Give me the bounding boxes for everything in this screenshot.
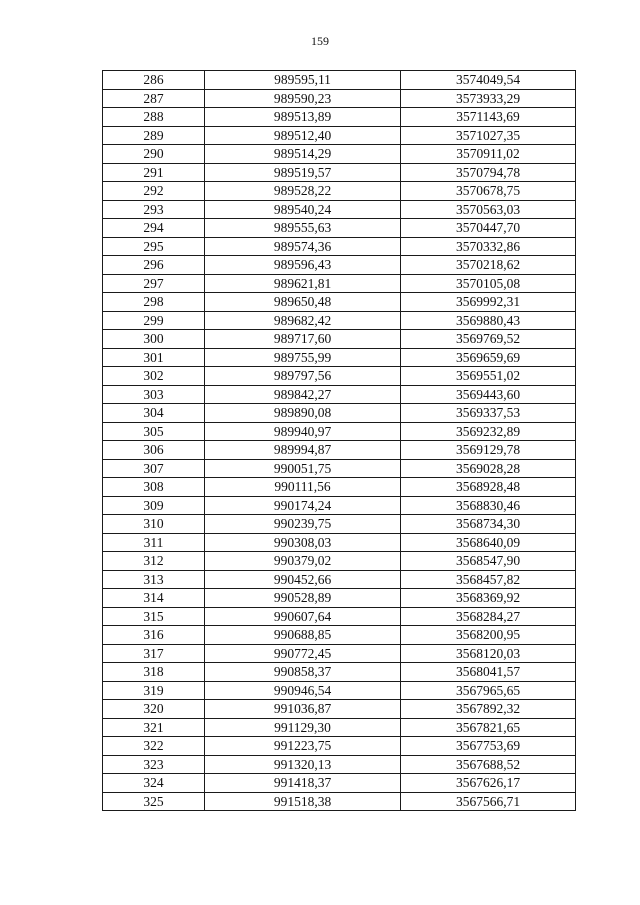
x-coordinate-cell: 991129,30 [205,718,401,737]
x-coordinate-cell: 989596,43 [205,256,401,275]
table-row [103,663,576,682]
x-coordinate-cell: 990858,37 [205,663,401,682]
x-coordinate-cell: 991320,13 [205,755,401,774]
point-number-cell: 306 [103,441,205,460]
x-coordinate-cell: 989514,29 [205,145,401,164]
point-number-cell: 305 [103,422,205,441]
x-coordinate-cell: 989842,27 [205,385,401,404]
table-row [103,496,576,515]
table-row [103,792,576,811]
y-coordinate-cell: 3574049,54 [401,71,576,90]
table-row [103,126,576,145]
x-coordinate-cell: 990051,75 [205,459,401,478]
x-coordinate-cell: 991518,38 [205,792,401,811]
y-coordinate-cell: 3571143,69 [401,108,576,127]
y-coordinate-cell: 3570218,62 [401,256,576,275]
point-number-cell: 286 [103,71,205,90]
x-coordinate-cell: 989512,40 [205,126,401,145]
x-coordinate-cell: 989519,57 [205,163,401,182]
point-number-cell: 318 [103,663,205,682]
table-row [103,589,576,608]
table-row [103,515,576,534]
point-number-cell: 298 [103,293,205,312]
table-row [103,256,576,275]
point-number-cell: 310 [103,515,205,534]
y-coordinate-cell: 3569028,28 [401,459,576,478]
table-row [103,71,576,90]
y-coordinate-cell: 3569992,31 [401,293,576,312]
point-number-cell: 288 [103,108,205,127]
point-number-cell: 314 [103,589,205,608]
x-coordinate-cell: 989717,60 [205,330,401,349]
y-coordinate-cell: 3568120,03 [401,644,576,663]
x-coordinate-cell: 989755,99 [205,348,401,367]
point-number-cell: 319 [103,681,205,700]
point-number-cell: 316 [103,626,205,645]
x-coordinate-cell: 989513,89 [205,108,401,127]
y-coordinate-cell: 3570105,08 [401,274,576,293]
x-coordinate-cell: 989595,11 [205,71,401,90]
y-coordinate-cell: 3569551,02 [401,367,576,386]
x-coordinate-cell: 990946,54 [205,681,401,700]
x-coordinate-cell: 990239,75 [205,515,401,534]
x-coordinate-cell: 990379,02 [205,552,401,571]
point-number-cell: 299 [103,311,205,330]
x-coordinate-cell: 989621,81 [205,274,401,293]
y-coordinate-cell: 3570911,02 [401,145,576,164]
y-coordinate-cell: 3569232,89 [401,422,576,441]
y-coordinate-cell: 3570794,78 [401,163,576,182]
y-coordinate-cell: 3568041,57 [401,663,576,682]
x-coordinate-cell: 990528,89 [205,589,401,608]
table-row [103,182,576,201]
page-number: 159 [311,34,329,48]
table-row [103,459,576,478]
x-coordinate-cell: 989890,08 [205,404,401,423]
point-number-cell: 323 [103,755,205,774]
table-row [103,737,576,756]
table-row [103,385,576,404]
y-coordinate-cell: 3568369,92 [401,589,576,608]
table-row [103,108,576,127]
point-number-cell: 317 [103,644,205,663]
point-number-cell: 300 [103,330,205,349]
table-row [103,626,576,645]
table-row [103,552,576,571]
point-number-cell: 312 [103,552,205,571]
y-coordinate-cell: 3570563,03 [401,200,576,219]
point-number-cell: 311 [103,533,205,552]
table-row [103,533,576,552]
table-row [103,237,576,256]
point-number-cell: 313 [103,570,205,589]
x-coordinate-cell: 990772,45 [205,644,401,663]
x-coordinate-cell: 989994,87 [205,441,401,460]
y-coordinate-cell: 3568457,82 [401,570,576,589]
table-row [103,441,576,460]
y-coordinate-cell: 3568547,90 [401,552,576,571]
x-coordinate-cell: 990607,64 [205,607,401,626]
y-coordinate-cell: 3567688,52 [401,755,576,774]
table-row [103,478,576,497]
y-coordinate-cell: 3571027,35 [401,126,576,145]
x-coordinate-cell: 989555,63 [205,219,401,238]
point-number-cell: 309 [103,496,205,515]
y-coordinate-cell: 3573933,29 [401,89,576,108]
point-number-cell: 290 [103,145,205,164]
y-coordinate-cell: 3570447,70 [401,219,576,238]
point-number-cell: 294 [103,219,205,238]
coordinates-table [102,70,576,811]
table-row [103,755,576,774]
x-coordinate-cell: 990688,85 [205,626,401,645]
point-number-cell: 287 [103,89,205,108]
table-row [103,219,576,238]
point-number-cell: 302 [103,367,205,386]
table-row [103,700,576,719]
x-coordinate-cell: 989590,23 [205,89,401,108]
table-row [103,404,576,423]
y-coordinate-cell: 3568830,46 [401,496,576,515]
table-row [103,681,576,700]
table-row [103,311,576,330]
table-row [103,570,576,589]
point-number-cell: 320 [103,700,205,719]
table-row [103,774,576,793]
y-coordinate-cell: 3567753,69 [401,737,576,756]
point-number-cell: 292 [103,182,205,201]
point-number-cell: 304 [103,404,205,423]
x-coordinate-cell: 989650,48 [205,293,401,312]
point-number-cell: 321 [103,718,205,737]
x-coordinate-cell: 989940,97 [205,422,401,441]
y-coordinate-cell: 3567566,71 [401,792,576,811]
table-row [103,200,576,219]
x-coordinate-cell: 991418,37 [205,774,401,793]
y-coordinate-cell: 3568284,27 [401,607,576,626]
y-coordinate-cell: 3570332,86 [401,237,576,256]
x-coordinate-cell: 990308,03 [205,533,401,552]
point-number-cell: 289 [103,126,205,145]
point-number-cell: 307 [103,459,205,478]
y-coordinate-cell: 3568734,30 [401,515,576,534]
point-number-cell: 315 [103,607,205,626]
table-row [103,89,576,108]
table-row [103,644,576,663]
table-row [103,163,576,182]
x-coordinate-cell: 989682,42 [205,311,401,330]
point-number-cell: 325 [103,792,205,811]
x-coordinate-cell: 990174,24 [205,496,401,515]
y-coordinate-cell: 3569880,43 [401,311,576,330]
table-row [103,367,576,386]
x-coordinate-cell: 990111,56 [205,478,401,497]
x-coordinate-cell: 991036,87 [205,700,401,719]
y-coordinate-cell: 3567965,65 [401,681,576,700]
x-coordinate-cell: 989528,22 [205,182,401,201]
point-number-cell: 296 [103,256,205,275]
point-number-cell: 322 [103,737,205,756]
point-number-cell: 297 [103,274,205,293]
point-number-cell: 293 [103,200,205,219]
point-number-cell: 308 [103,478,205,497]
x-coordinate-cell: 991223,75 [205,737,401,756]
table-row [103,422,576,441]
point-number-cell: 295 [103,237,205,256]
y-coordinate-cell: 3568200,95 [401,626,576,645]
point-number-cell: 301 [103,348,205,367]
table-row [103,718,576,737]
table-row [103,330,576,349]
y-coordinate-cell: 3569769,52 [401,330,576,349]
table-row [103,145,576,164]
table-row [103,274,576,293]
point-number-cell: 324 [103,774,205,793]
point-number-cell: 303 [103,385,205,404]
y-coordinate-cell: 3570678,75 [401,182,576,201]
y-coordinate-cell: 3569337,53 [401,404,576,423]
y-coordinate-cell: 3567626,17 [401,774,576,793]
y-coordinate-cell: 3569659,69 [401,348,576,367]
x-coordinate-cell: 990452,66 [205,570,401,589]
table-row [103,348,576,367]
y-coordinate-cell: 3567892,32 [401,700,576,719]
y-coordinate-cell: 3568640,09 [401,533,576,552]
y-coordinate-cell: 3569129,78 [401,441,576,460]
table-row [103,293,576,312]
coordinates-table-body [103,71,576,811]
y-coordinate-cell: 3568928,48 [401,478,576,497]
x-coordinate-cell: 989574,36 [205,237,401,256]
point-number-cell: 291 [103,163,205,182]
table-row [103,607,576,626]
x-coordinate-cell: 989540,24 [205,200,401,219]
x-coordinate-cell: 989797,56 [205,367,401,386]
y-coordinate-cell: 3569443,60 [401,385,576,404]
y-coordinate-cell: 3567821,65 [401,718,576,737]
